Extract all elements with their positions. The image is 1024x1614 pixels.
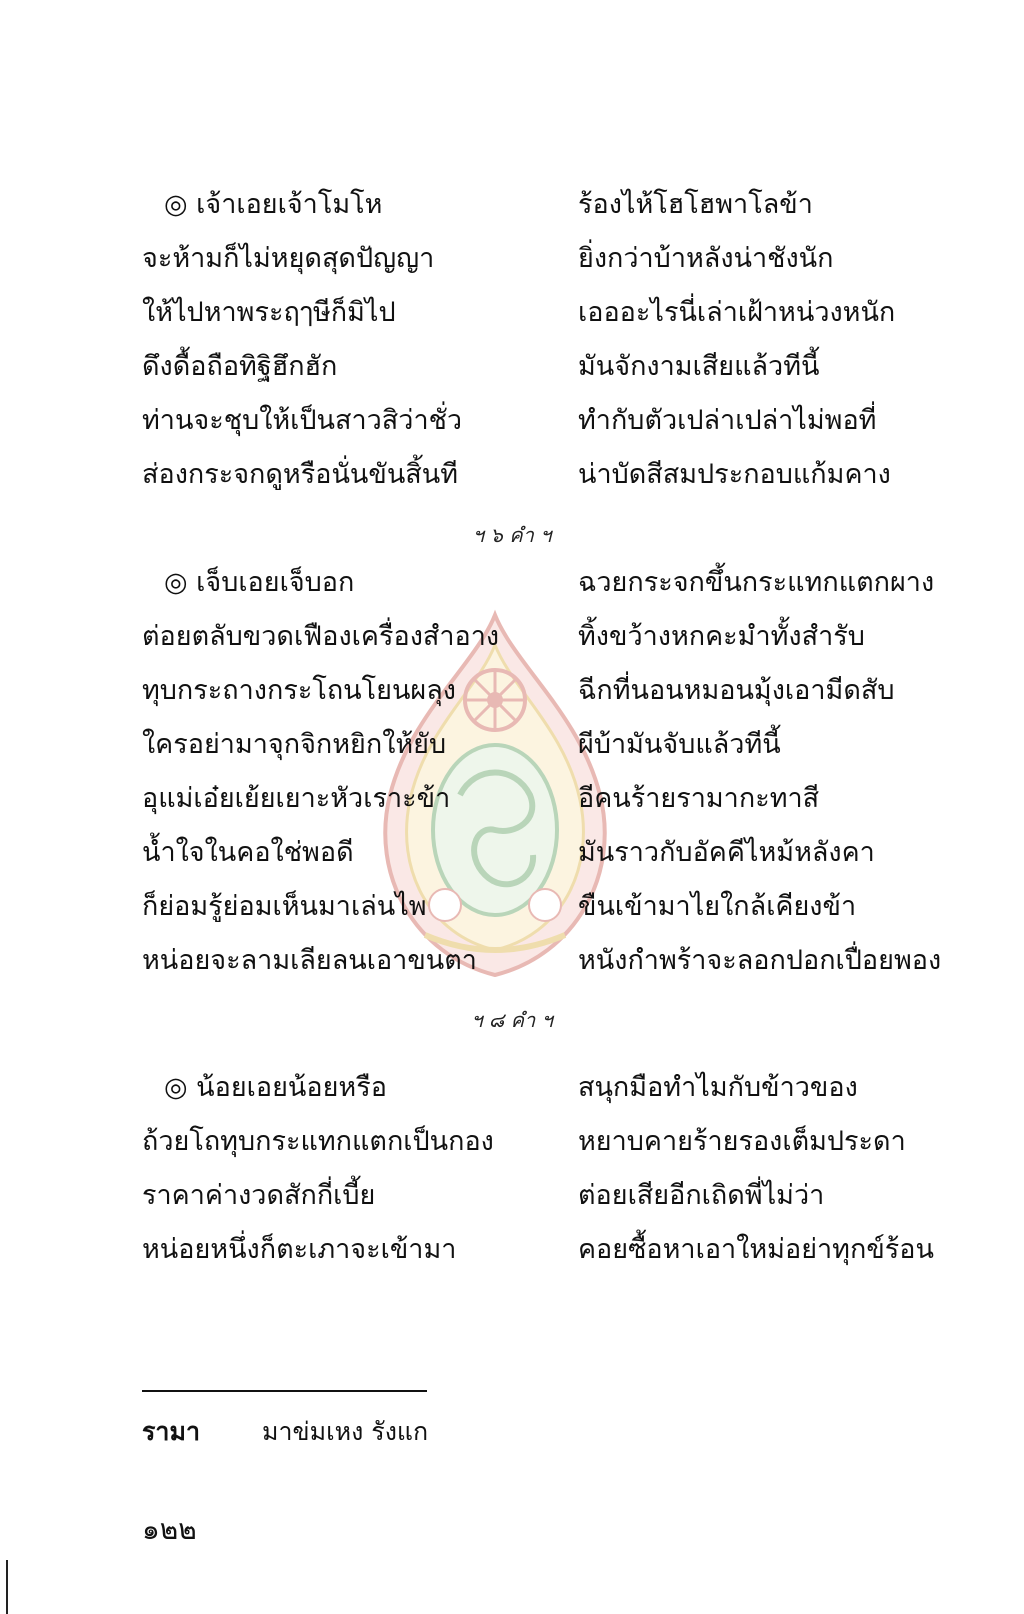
verse-line — [0, 563, 1024, 603]
verse-line — [0, 347, 1024, 387]
verse-second-half: มันจักงามเสียแล้วทีนี้ — [578, 351, 820, 382]
verse-line — [0, 617, 1024, 657]
verse-second-half: ต่อยเสียอีกเถิดพี่ไม่ว่า — [578, 1180, 825, 1211]
verse-second-half: คอยซื้อหาเอาใหม่อย่าทุกข์ร้อน — [578, 1234, 934, 1265]
verse-second-half: ขืนเข้ามาไยใกล้เคียงข้า — [578, 891, 857, 922]
verse-line — [0, 1230, 1024, 1270]
verse-first-half: ให้ไปหาพระฤๅษีก็มิไป — [142, 297, 396, 328]
footnote-definition: มาข่มเหง รังแก — [262, 1417, 429, 1446]
verse-second-half: น่าบัดสีสมประกอบแก้มคาง — [578, 459, 891, 490]
verse-first-half: ส่องกระจกดูหรือนั่นขันสิ้นที — [142, 459, 459, 490]
verse-first-half: ◎ เจ็บเอยเจ็บอก — [164, 567, 355, 598]
verse-first-half: ทุบกระถางกระโถนโยนผลุง — [142, 675, 456, 706]
verse-first-half: ถ้วยโถทุบกระแทกแตกเป็นกอง — [142, 1126, 494, 1157]
verse-second-half: ยิ่งกว่าบ้าหลังน่าชังนัก — [578, 243, 834, 274]
verse-first-half: ต่อยตลับขวดเฟืองเครื่องสำอาง — [142, 621, 500, 652]
verse-first-half: น้ำใจในคอใช่พอดี — [142, 837, 354, 868]
verse-second-half: หยาบคายร้ายรองเต็มประดา — [578, 1126, 906, 1157]
verse-second-half: อีคนร้ายรามากะทาสี — [578, 783, 820, 814]
verse-first-half: จะห้ามก็ไม่หยุดสุดปัญญา — [142, 243, 435, 274]
verse-first-half: หน่อยหนึ่งก็ตะเภาจะเข้ามา — [142, 1234, 457, 1265]
verse-second-half: ผีบ้ามันจับแล้วทีนี้ — [578, 729, 781, 760]
verse-line — [0, 779, 1024, 819]
verse-second-half: ร้องไห้โฮโฮพาโลข้า — [578, 189, 813, 220]
footnote-term: รามา — [142, 1417, 200, 1446]
verse-first-half: ท่านจะชุบให้เป็นสาวสิว่าชั่ว — [142, 405, 463, 436]
verse-first-half: ราคาค่างวดสักกี่เบี้ย — [142, 1180, 376, 1211]
verse-first-half: ◎ น้อยเอยน้อยหรือ — [164, 1072, 387, 1103]
verse-line — [0, 455, 1024, 495]
verse-first-half: ดึงดื้อถือทิฐิฮึกฮัก — [142, 351, 338, 382]
verse-line — [0, 833, 1024, 873]
verse-second-half: ฉีกที่นอนหมอนมุ้งเอามีดสับ — [578, 675, 895, 706]
verse-line — [0, 725, 1024, 765]
verse-line — [0, 887, 1024, 927]
verse-second-half: ฉวยกระจกขึ้นกระแทกแตกผาง — [578, 567, 935, 598]
margin-mark — [6, 1560, 8, 1614]
verse-first-half: อุแม่เอ๋ยเย้ยเยาะหัวเราะข้า — [142, 783, 451, 814]
verse-first-half: หน่อยจะลามเลียลนเอาขนตา — [142, 945, 477, 976]
verse-line — [0, 1176, 1024, 1216]
verse-first-half: ใครอย่ามาจุกจิกหยิกให้ยับ — [142, 729, 447, 760]
page-number: ๑๒๒ — [142, 1513, 197, 1546]
stanza-divider: ฯ ๘ คำ ฯ — [471, 1008, 553, 1032]
verse-line — [0, 941, 1024, 981]
verse-first-half: ◎ เจ้าเอยเจ้าโมโห — [164, 189, 383, 220]
verse-line — [0, 293, 1024, 333]
verse-second-half: มันราวกับอัคคีไหม้หลังคา — [578, 837, 875, 868]
verse-line — [0, 1122, 1024, 1162]
verse-second-half: ทำกับตัวเปล่าเปล่าไม่พอที่ — [578, 405, 877, 436]
verse-line — [0, 185, 1024, 225]
verse-second-half: หนังกำพร้าจะลอกปอกเปื่อยพอง — [578, 945, 942, 976]
verse-line — [0, 1068, 1024, 1108]
verse-line — [0, 401, 1024, 441]
verse-second-half: สนุกมือทำไมกับข้าวของ — [578, 1072, 858, 1103]
verse-second-half: ทิ้งขว้างหกคะมำทั้งสำรับ — [578, 621, 865, 652]
verse-line — [0, 239, 1024, 279]
footnote-rule — [142, 1390, 427, 1392]
stanza-divider: ฯ ๖ คำ ฯ — [472, 523, 552, 547]
footnote — [142, 1414, 428, 1450]
verse-line — [0, 671, 1024, 711]
verse-first-half: ก็ย่อมรู้ย่อมเห็นมาเล่นไพ — [142, 891, 427, 922]
verse-second-half: เอออะไรนี่เล่าเฝ้าหน่วงหนัก — [578, 297, 896, 328]
